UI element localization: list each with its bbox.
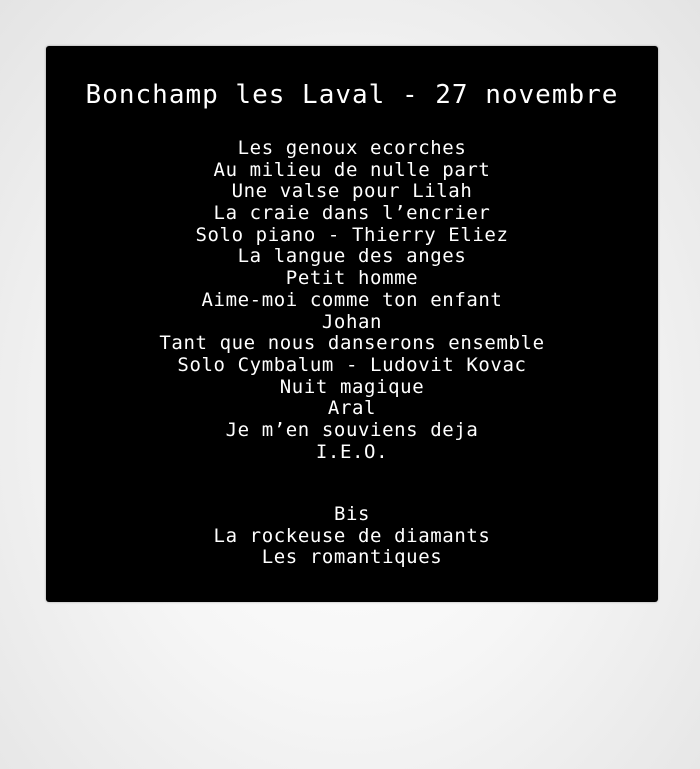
list-item: Nuit magique	[279, 375, 425, 398]
list-item: La rockeuse de diamants	[213, 524, 491, 547]
setlist-board	[46, 46, 658, 602]
list-item: I.E.O.	[315, 440, 389, 463]
list-item: Johan	[321, 310, 383, 333]
list-item: Au milieu de nulle part	[213, 158, 491, 181]
list-item: La craie dans l’encrier	[213, 202, 491, 225]
list-item: La langue des anges	[237, 245, 467, 268]
encore-heading: Bis	[333, 503, 371, 525]
list-item: Les genoux ecorches	[237, 137, 467, 159]
list-item: Tant que nous danserons ensemble	[159, 332, 545, 355]
page-title: Bonchamp les Laval - 27 novembre	[85, 80, 619, 110]
list-item: Aral	[327, 397, 377, 420]
list-item: Aime-moi comme ton enfant	[201, 288, 503, 311]
setlist	[46, 138, 658, 463]
list-item: Les romantiques	[261, 546, 443, 569]
list-item: Je m’en souviens deja	[225, 418, 479, 441]
list-item: Petit homme	[285, 267, 419, 290]
encore-list	[46, 504, 658, 569]
list-item: Solo Cymbalum - Ludovit Kovac	[177, 353, 527, 376]
list-item: Solo piano - Thierry Eliez	[195, 223, 509, 246]
list-item: Une valse pour Lilah	[231, 180, 473, 203]
